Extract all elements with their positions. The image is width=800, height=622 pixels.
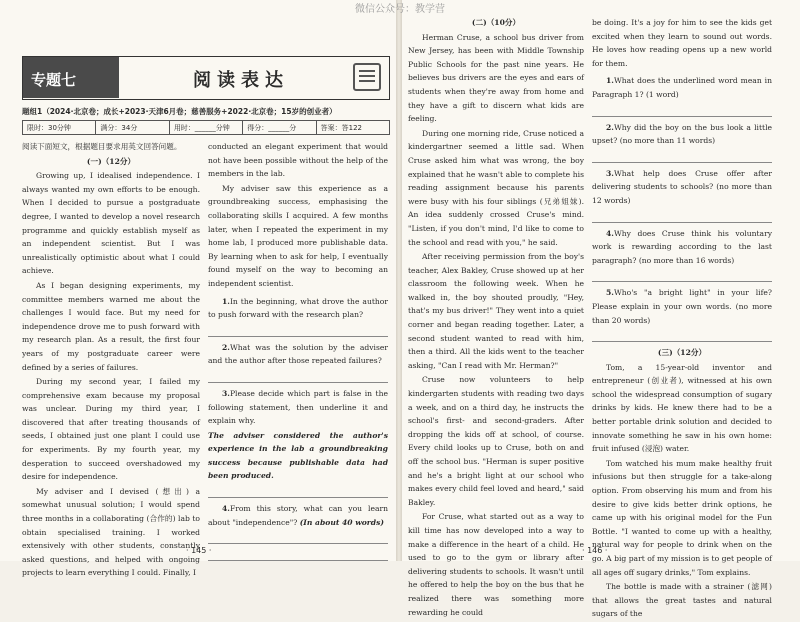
question-2: 2.What was the solution by the adviser and the author after those repeated failures? (208, 342, 388, 366)
instruction: 阅读下面短文，根据题目要求用英文回答问题。 (22, 142, 182, 151)
paragraph: My adviser saw this experience as a groundbreaking success, emphasising the collaborating skills I acquired. A few months later, when I repeated the experiment in my home lab, I produced more publishable data. By learning when to ask for help, I eventually found myself on the way to becoming an independent scientist. (208, 183, 388, 288)
topic-tag: 专题七 (23, 57, 119, 98)
topic-header (22, 56, 390, 100)
paragraph: The bottle is made with a strainer (滤网) that allows the great tastes and natural sugars of the (592, 582, 772, 619)
question-1: 1.In the beginning, what drove the author to push forward with the research plan? (208, 296, 388, 320)
paragraph: As I began designing experiments, my committee members warned me about the challenges I would face. But my need for independence drove me to push forward with my research plan. As a result, the first four years of my postgraduate career were defined by a series of failures. (22, 280, 200, 372)
question-4: 4.Why does Cruse think his voluntary work is rewarding according to the last paragraph? (no more than 16 words) (592, 228, 772, 265)
answer-line[interactable] (592, 269, 772, 282)
left-col-1 (22, 140, 200, 581)
statement: The adviser considered the author's experience in the lab a groundbreaking success because publishable data had been produced. (208, 430, 388, 481)
full-score: 满分：34分 (96, 121, 169, 134)
book-icon (353, 63, 381, 91)
question-3: 3.Please decide which part is false in the following statement, then underline it and explain why. (208, 388, 388, 426)
answer-line[interactable] (208, 324, 388, 337)
paragraph: Tom watched his mum make healthy fruit infusions but then struggle for a take-along option. From observing his mum and from his desire to give kids better drink options, he came up with his original model for the Fun Bottle. "I wanted to come up with a healthy, natural way for people to drink when on the go. A big part of my mission is to get people of all ages off sugary drinks," Tom explains. (592, 458, 772, 577)
paragraph: Cruse now volunteers to help kindergarten students with reading two days a week, and on a third day, he instructs the school's first- and second-graders. After dropping the kids off at school, of course. Every child looks up to Cruse, both on and off the school bus. "Herman is super positive and he's a bright light at our school who makes every child feel loved and heard," said Bakley. (408, 375, 584, 507)
answer-line[interactable] (208, 485, 388, 498)
time-used: 用时：______分钟 (170, 121, 243, 134)
answer-line[interactable] (592, 150, 772, 163)
part1-heading: (一)（12分） (86, 156, 136, 166)
right-col-2 (592, 16, 772, 622)
paragraph: Growing up, I idealised independence. I always wanted my own efforts to be enough. When I decided to pursue a postgraduate degree, I wanted to develop a novel research programme and quickly establish myself as an independent scientist. But I was unrealistically optimistic about what I could achieve. (22, 171, 200, 276)
time-limit: 限时：30分钟 (23, 121, 96, 134)
question-2: 2.Why did the boy on the bus look a little upset? (no more than 11 words) (592, 122, 772, 146)
score: 得分：______分 (243, 121, 316, 134)
meta-bar (22, 120, 390, 135)
paragraph: Herman Cruse, a school bus driver from New Jersey, has been with Middle Township Public Schools for the past nine years. He believes bus drivers are the eyes and ears of students when they're away from home and they have a gift to discern what kids are feeling. (408, 32, 584, 124)
part3-heading: (三)（12分） (657, 348, 707, 358)
watermark: 微信公众号：教学营 (355, 4, 445, 15)
answer-ref: 答案：答122 (320, 124, 362, 132)
paragraph: After receiving permission from the boy's teacher, Alex Bakley, Cruse showed up at her classroom the following week. When he walked in, the boy shouted proudly, "Hey, that's my bus driver!" They went into a quiet corner and began reading together. Later, a second student wanted to read with him, then a third. All the kids went to the teacher asking, "Can I read with Mr. Herman?" (408, 252, 584, 370)
part2-heading: (二)（10分） (471, 18, 521, 27)
right-col-1 (408, 16, 584, 620)
answer-line[interactable] (208, 370, 388, 383)
question-3: 3.What help does Cruse offer after delivering students to schools? (no more than 12 words) (592, 168, 772, 205)
answer-line[interactable] (592, 329, 772, 342)
answer-line[interactable] (592, 104, 772, 117)
page-number-left: · 145 · (186, 546, 212, 555)
paragraph: conducted an elegant experiment that would not have been possible without the help of the members in the lab. (208, 142, 388, 179)
paragraph: During my second year, I failed my comprehensive exam because my proposal was unclear. During my third year, I discovered that after treating thousands of seeds, I obtained just one plant I could use for experiments. By my fourth year, my desperation to succeed overshadowed my desire for independence. (22, 377, 200, 482)
answer-line[interactable] (592, 210, 772, 223)
paragraph: During one morning ride, Cruse noticed a kindergartner seemed a little sad. When Cruse asked him what was wrong, the boy explained that he wasn't able to complete his reading assignment because his parents were busy with his four siblings (兄弟姐妹). An idea suddenly crossed Cruse's mind. "Listen, if you don't mind, I'd like to come to the school and read with you," he said. (408, 128, 584, 247)
paragraph: For Cruse, what started out as a way to kill time has now developed into a way to make a difference in the heart of a child. He used to go to the gym or library after delivering students to schools. It wasn't until he offered to help the boy on the bus that he realized there was something more rewarding he could (408, 512, 584, 617)
source-line: 题组1（2024·北京卷；成长+2023·天津6月卷；慈善服务+2022·北京卷；15岁的创业者） (22, 107, 337, 116)
paragraph: Tom, a 15-year-old inventor and entrepreneur (创业者), witnessed at his own school the widespread consumption of sugary drinks by kids. He knew there had to be a better portable drink solution and decided to innovate something he saw in his own home: fruit infused (浸泡) water. (592, 362, 772, 454)
left-col-2 (208, 140, 388, 565)
paragraph: be doing. It's a joy for him to see the kids get excited when they learn to sound out words. He loves how reading opens up a new world for them. (592, 18, 772, 68)
paragraph: My adviser and I devised (想出) a somewhat unusual solution; I would spend three months in a collaborating (合作的) lab to obtain specialised training. I worked extensively with other students, constantly asked questions, and helped with ongoing projects to learn everything I could. Finally, I (22, 486, 200, 578)
question-4: 4.From this story, what can you learn about "independence"? (In about 40 words) (208, 504, 388, 527)
topic-title: 阅读表达 (193, 70, 289, 91)
answer-line[interactable] (208, 531, 388, 544)
page-number-right: · 146 · (582, 546, 608, 555)
question-1: 1.What does the underlined word mean in Paragraph 1? (1 word) (592, 76, 772, 99)
answer-line[interactable] (208, 548, 388, 561)
question-5: 5.Who's "a bright light" in your life? Please explain in your own words. (no more than 20 words) (592, 288, 772, 325)
